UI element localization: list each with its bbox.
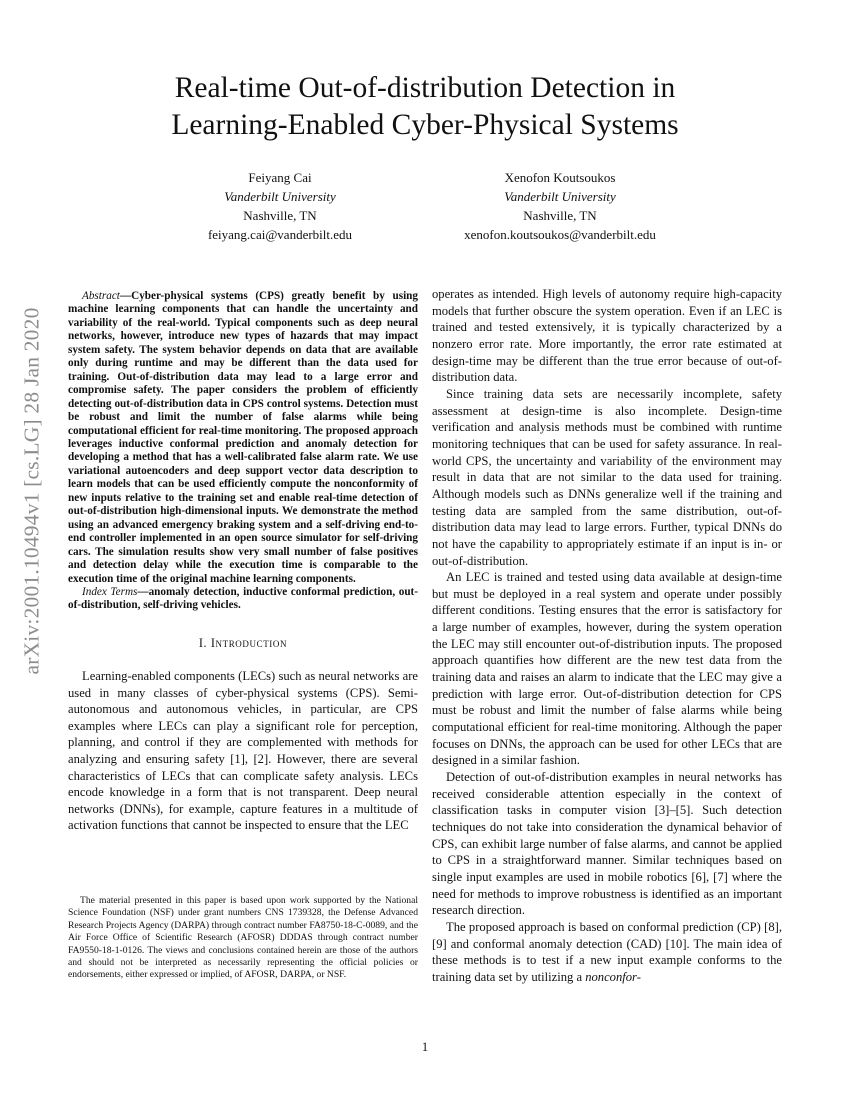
- right-column: [432, 286, 782, 986]
- paragraph: Detection of out-of-distribution examples in neural networks has received considerable attention especially in the context of classification tasks in computer vision [3]–[5]. Such detection techniques do not take into consideration the dynamical behavior of CPS, can exhibit large number of false alarms, and cannot be applied to CPS in a straightforward manner. Similar techniques based on single input examples are used in mobile robotics [6], [7] where the need for methods to improve robustness is identified as an important research direction.: [432, 770, 782, 918]
- paragraph: Since training data sets are necessarily incomplete, safety assessment at design-time is also incomplete. Design-time verification and analysis methods must be combined with runtime monitoring techniques that can be used for safety assurance. In real-world CPS, the uncertainty and variability of the environment may result in data that are not similar to the data used for training. Although models such as DNNs generalize well if the training and testing data are sampled from the same distribution, out-of-distribution data may lead to large errors. Further, typical DNNs do not have the capability to appropriately estimate if an input is in- or out-of-distribution.: [432, 386, 782, 568]
- paragraph: [432, 919, 782, 986]
- paragraph: operates as intended. High levels of autonomy require high-capacity models that further obscure the system operation. Even if an LEC is trained and tested extensively, it is typically characterized by a nonzero error rate. More importantly, the error rate estimated at design-time may be different than the true error because of out-of-distribution data.: [432, 287, 782, 385]
- paragraph: Learning-enabled components (LECs) such as neural networks are used in many classes of cyber-physical systems (CPS). Semi-autonomous and autonomous vehicles, in particular, are CPS examples where LECs can play a significant role for perception, planning, and control if they are complemented with methods for analyzing and ensuring safety [1], [2]. However, there are several characteristics of LECs that can complicate safety analysis. LECs encode knowledge in a form that is not transparent. Deep neural networks (DNNs), for example, capture features in a multitude of activation functions that cannot be inspected to ensure that the LEC: [68, 669, 418, 833]
- footnote: [68, 895, 418, 982]
- author-name: Xenofon Koutsoukos: [504, 170, 616, 185]
- left-column: [68, 290, 418, 834]
- paragraph: An LEC is trained and tested using data available at design-time but must be deployed in a real system and operate under possibly different conditions. Testing ensures that the error is satisfactory for a large number of examples, however, during the system operation the LEC may still encounter out-of-distribution inputs. The proposed approach quantifies how different are the new test data from the training data and raises an alarm to indicate that the LEC may give a prediction with large error. Out-of-distribution detection for CPS must be robust and limit the number of false alarms while being computational efficient for real-time monitoring. Although the paper focuses on DNNs, the approach can be used for other LECs that are designed in a similar fashion.: [432, 570, 782, 768]
- section-heading: I. Introduction: [198, 635, 288, 650]
- author-block: [130, 168, 430, 244]
- author-block: [410, 168, 710, 244]
- index-terms-text: —anomaly detection, inductive conformal prediction, out-of-distribution, self-driving vehicles.: [68, 585, 419, 612]
- footnote-text: The material presented in this paper is based upon work supported by the National Science Foundation (NSF) under grant numbers CNS 1739328, the Defense Advanced Research Projects Agency (DARPA) through contract number FA8750-18-C-0089, and the Air Force Office of Scientific Research (AFOSR) DDDAS through contract number FA9550-18-1-0126. The views and conclusions contained herein are those of the authors and should not be interpreted as necessarily representing the official policies or endorsements, either expressed or implied, of AFOSR, DARPA, or NSF.: [68, 895, 418, 981]
- author-affiliation: Vanderbilt University: [504, 189, 616, 204]
- emphasis-text: nonconfor-: [585, 969, 641, 984]
- paragraph-text: The proposed approach is based on conformal prediction (CP) [8], [9] and conformal anomaly detection (CAD) [10]. The main idea of these methods is to test if a new input example conforms to the training data set by utilizing a: [432, 919, 782, 984]
- author-location: Nashville, TN: [523, 208, 597, 223]
- abstract-text: —Cyber-physical systems (CPS) greatly benefit by using machine learning components that can handle the uncertainty and variability of the real-world. Typical components such as deep neural networks, however, introduce new types of hazards that may impact system safety. The system behavior depends on data that are available only during runtime and may be different than the data used for training. Out-of-distribution data may lead to a large error and compromise safety. The paper considers the problem of efficiently detecting out-of-distribution data in CPS control systems. Detection must be robust and limit the number of false alarms while being computational efficient for real-time monitoring. The proposed approach leverages inductive conformal prediction and anomaly detection for developing a method that has a well-calibrated false alarm rate. We use variational autoencoders and deep support vector data description to learn models that can be used efficiently compute the nonconformity of new inputs relative to the training set and enable real-time detection of out-of-distribution high-dimensional inputs. We demonstrate the method using an advanced emergency braking system and a self-driving end-to-end controller implemented in an open source simulator for self-driving cars. The simulation results show very small number of false positives and detection delay while the execution time is comparable to the execution time of the original machine learning components.: [68, 290, 418, 585]
- author-location: Nashville, TN: [243, 208, 317, 223]
- title-line: Learning-Enabled Cyber-Physical Systems: [171, 109, 679, 141]
- author-email: feiyang.cai@vanderbilt.edu: [207, 227, 353, 242]
- page-number: 1: [421, 1040, 429, 1054]
- paper-title: [0, 70, 850, 144]
- abstract-label: Abstract: [82, 290, 120, 302]
- index-terms-label: Index Terms: [82, 585, 138, 598]
- author-name: Feiyang Cai: [248, 170, 312, 185]
- title-line: Real-time Out-of-distribution Detection in: [174, 72, 676, 104]
- author-email: xenofon.koutsoukos@vanderbilt.edu: [464, 227, 656, 242]
- abstract: [68, 290, 418, 613]
- introduction-left: [68, 668, 418, 833]
- arxiv-identifier-text: arXiv:2001.10494v1 [cs.LG] 28 Jan 2020: [19, 307, 44, 675]
- arxiv-identifier: [6, 296, 58, 686]
- author-affiliation: Vanderbilt University: [224, 189, 336, 204]
- index-terms-paragraph: [68, 586, 418, 613]
- abstract-paragraph: [68, 290, 418, 586]
